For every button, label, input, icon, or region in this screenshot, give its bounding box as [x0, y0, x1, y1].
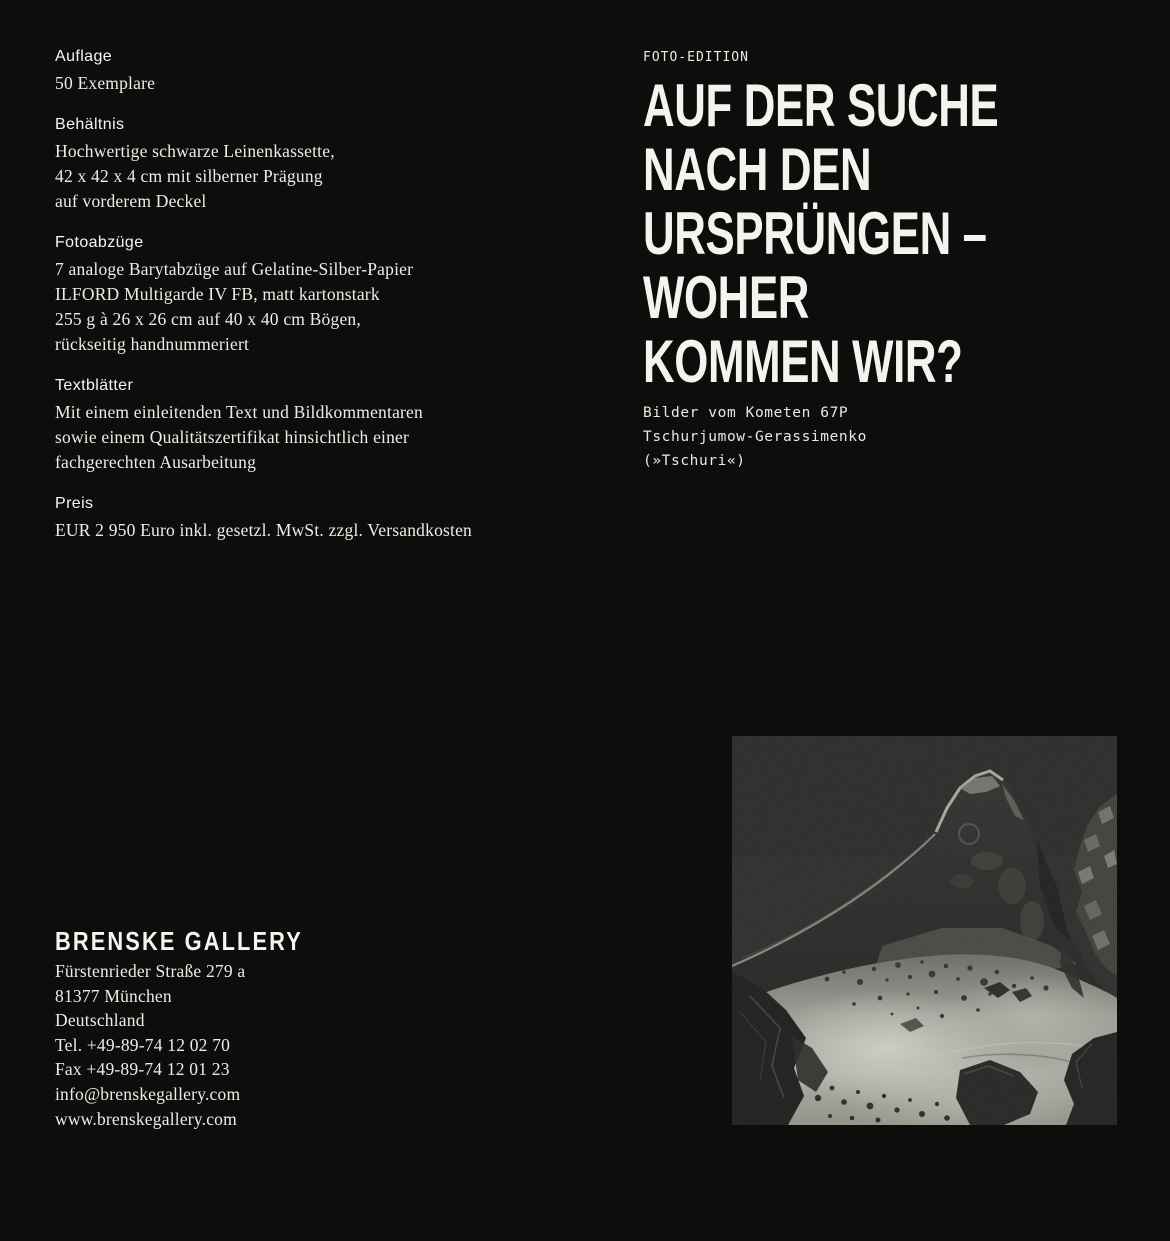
- title-line: AUF DER SUCHE: [643, 72, 999, 139]
- headline-column: [643, 50, 1143, 473]
- phone-number: Tel. +49-89-74 12 02 70: [55, 1034, 231, 1055]
- title-line: KOMMEN WIR?: [643, 328, 963, 395]
- spec-text-line: 7 analoge Barytabzüge auf Gelatine-Silber-Papier: [55, 259, 414, 279]
- spec-label: Auflage: [55, 48, 113, 65]
- spec-text-line: Mit einem einleitenden Text und Bildkommentaren: [55, 402, 423, 422]
- spec-section-fotoabzuege: [55, 231, 600, 357]
- spec-text-line: fachgerechten Ausarbeitung: [55, 452, 257, 472]
- spec-text-line: auf vorderem Deckel: [55, 191, 207, 211]
- spec-section-behaeltnis: [55, 113, 600, 214]
- spec-label: Textblätter: [55, 377, 134, 394]
- email-address: info@brenskegallery.com: [55, 1083, 241, 1104]
- spec-section-textblaetter: [55, 374, 600, 475]
- spec-label: Behältnis: [55, 116, 125, 133]
- subtitle-line: Tschurjumow-Gerassimenko: [643, 429, 867, 445]
- spec-label: Preis: [55, 495, 94, 512]
- subtitle-line: (»Tschuri«): [643, 453, 746, 469]
- fax-number: Fax +49-89-74 12 01 23: [55, 1059, 230, 1080]
- title-line: URSPRÜNGEN –: [643, 200, 987, 267]
- spec-text-line: rückseitig handnummeriert: [55, 334, 250, 354]
- spec-section-preis: [55, 492, 600, 543]
- comet-67p-photo: [732, 736, 1117, 1125]
- spec-text-line: ILFORD Multigarde IV FB, matt kartonstark: [55, 284, 380, 304]
- subtitle-line: Bilder vom Kometen 67P: [643, 405, 849, 421]
- website-url: www.brenskegallery.com: [55, 1108, 237, 1129]
- title-line: WOHER: [643, 264, 810, 331]
- spec-section-auflage: [55, 45, 600, 96]
- spec-text-line: sowie einem Qualitätszertifikat hinsichtlich einer: [55, 427, 410, 447]
- kicker-foto-edition: FOTO-EDITION: [643, 50, 749, 65]
- spec-text-line: 42 x 42 x 4 cm mit silberner Prägung: [55, 166, 323, 186]
- subtitle: [643, 401, 1143, 473]
- gallery-name: BRENSKE GALLERY: [55, 926, 303, 956]
- title-line: NACH DEN: [643, 136, 872, 203]
- address-city: 81377 München: [55, 985, 172, 1006]
- specifications-column: [55, 45, 600, 560]
- spec-label: Fotoabzüge: [55, 234, 144, 251]
- spec-text-line: Hochwertige schwarze Leinenkassette,: [55, 141, 335, 161]
- price-line: EUR 2 950 Euro inkl. gesetzl. MwSt. zzgl. Versandkosten: [55, 520, 473, 540]
- gallery-contact-block: [55, 926, 475, 1131]
- address-street: Fürstenrieder Straße 279 a: [55, 961, 246, 981]
- page-title: [643, 74, 1143, 394]
- spec-text-line: 255 g à 26 x 26 cm auf 40 x 40 cm Bögen,: [55, 309, 361, 329]
- address-country: Deutschland: [55, 1010, 145, 1031]
- spec-text-line: 50 Exemplare: [55, 73, 156, 93]
